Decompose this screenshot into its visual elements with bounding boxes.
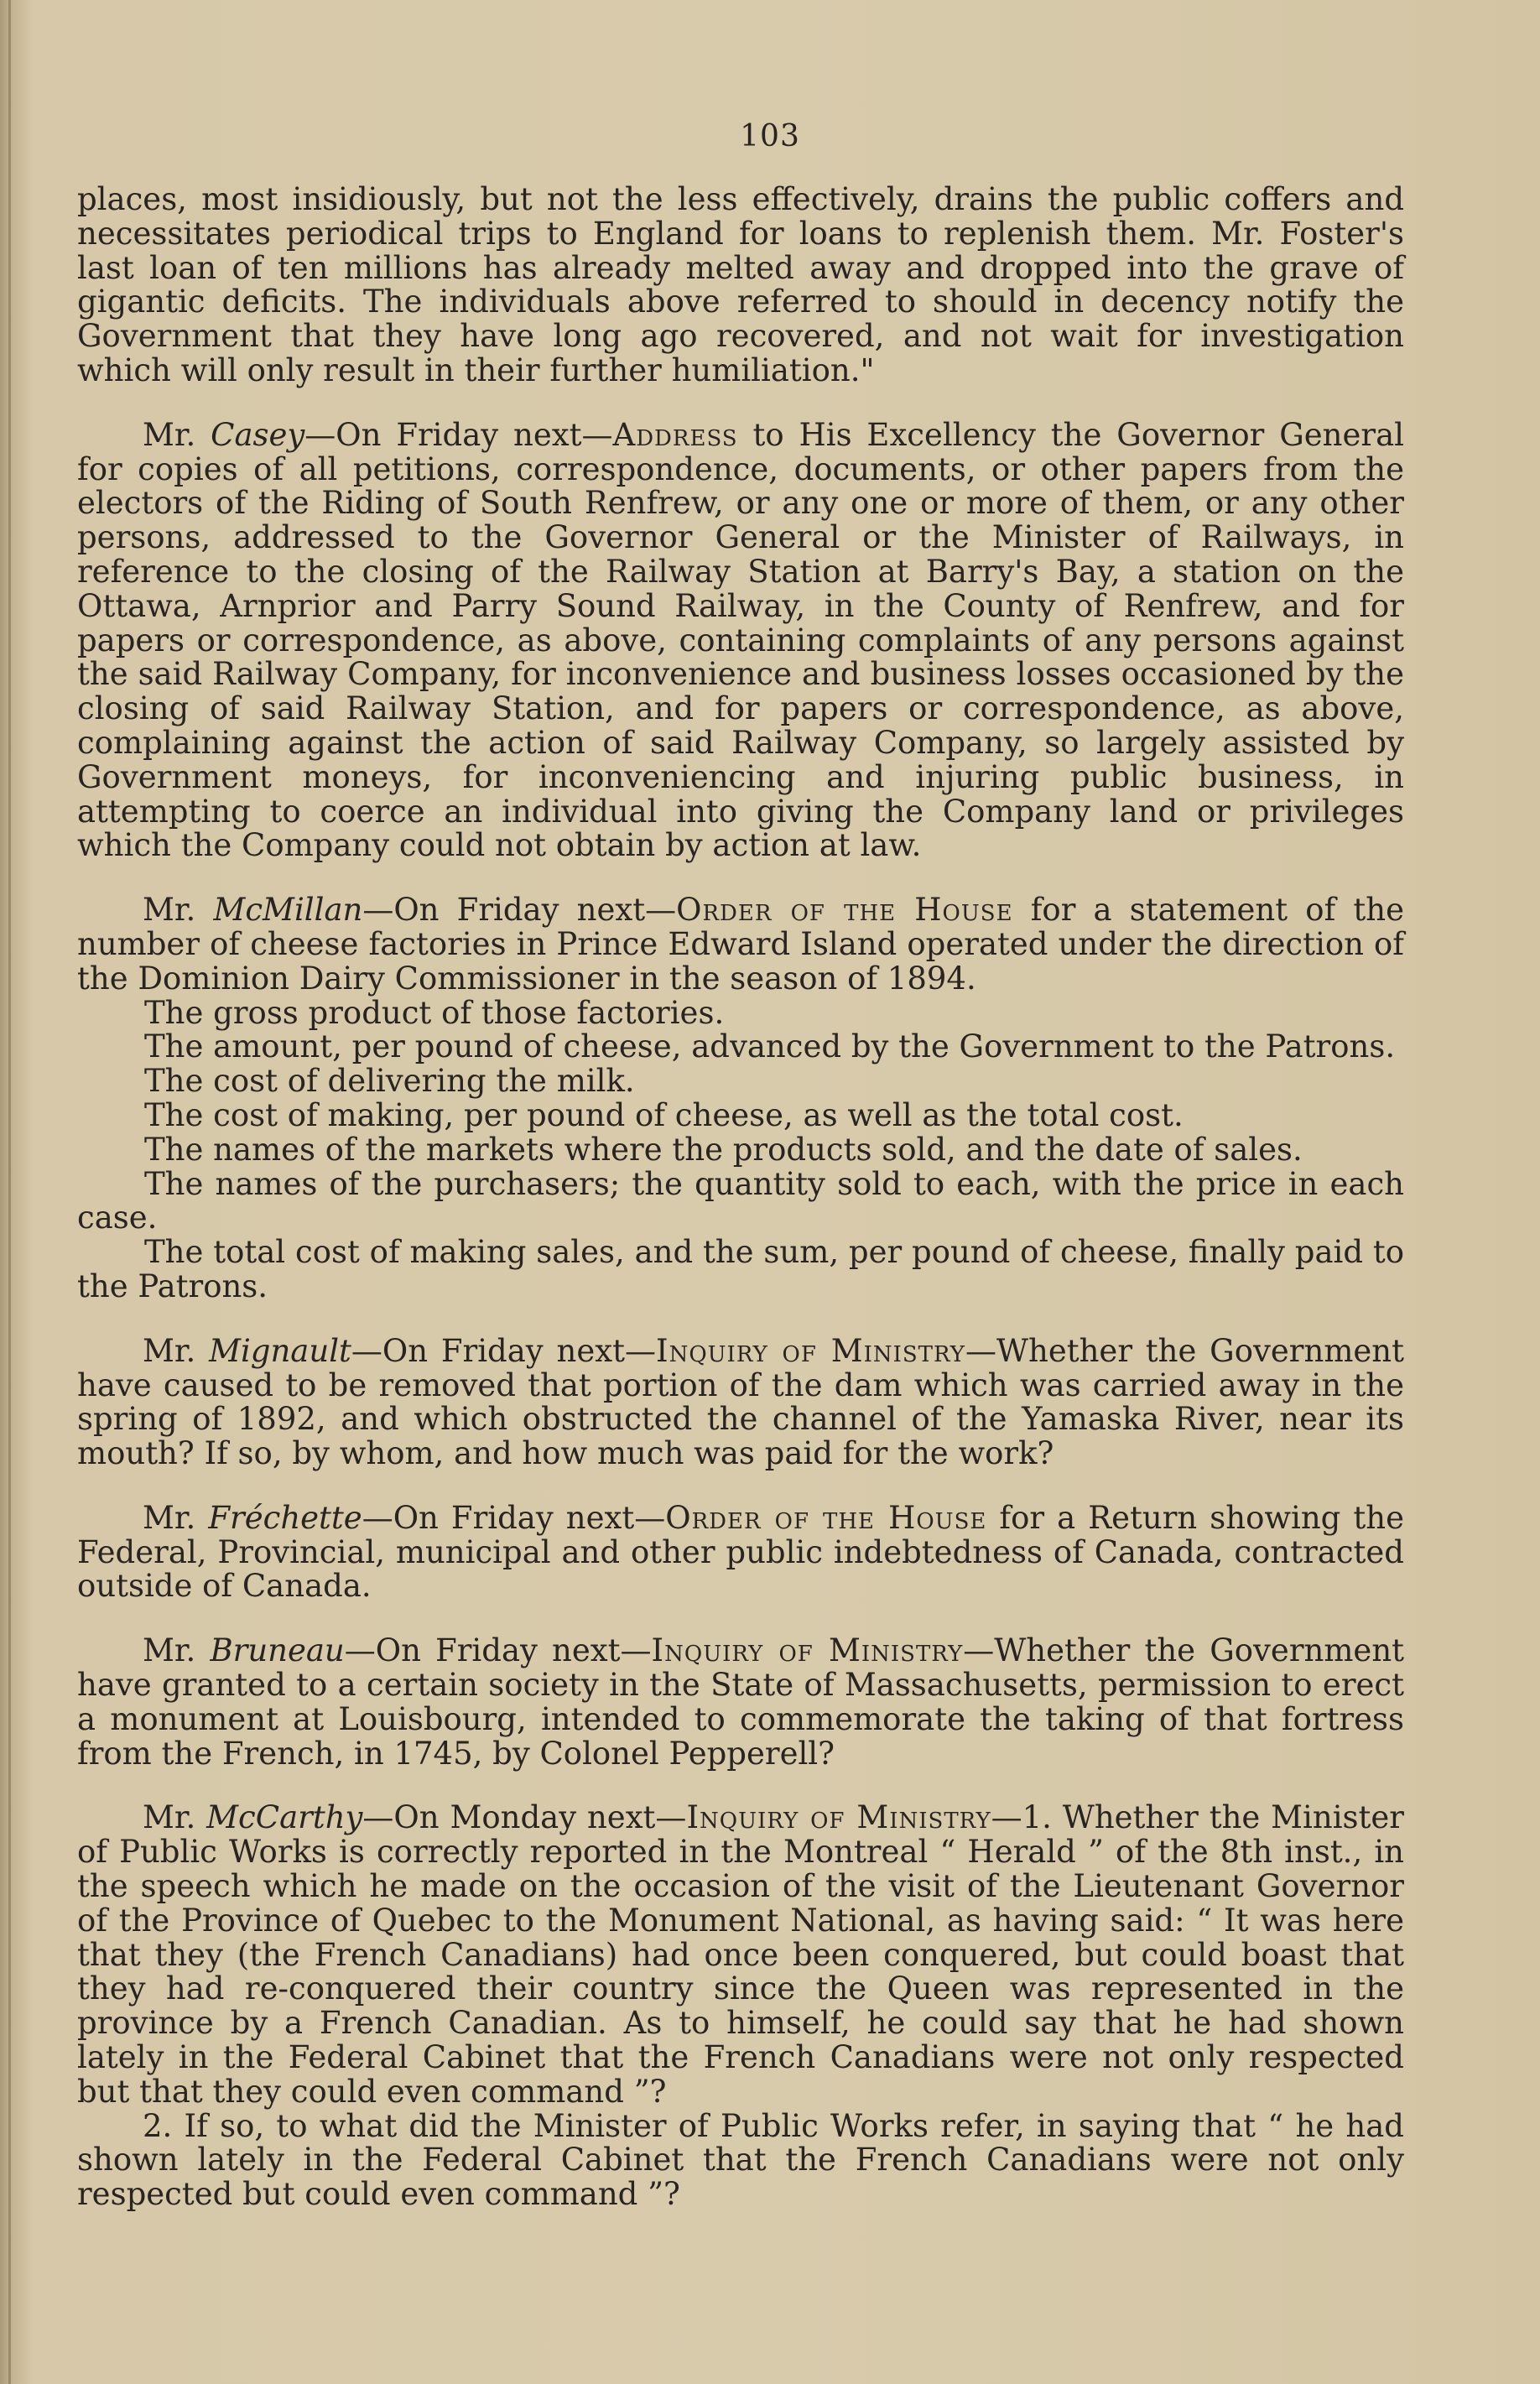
list-item: The cost of making, per pound of cheese, as well as the total cost. bbox=[144, 1096, 1184, 1133]
motion-frechette: Mr. Fréchette—On Friday next—Order of the House for a Return showing the Federal, Provincial, municipal and other public indebtedness of Canada, contracted outside of Canada. bbox=[77, 1499, 1405, 1605]
list-item: The total cost of making sales, and the sum, per pound of cheese, finally paid to the Patrons. bbox=[77, 1234, 1404, 1304]
member-name: Casey bbox=[211, 416, 305, 453]
binding-edge bbox=[8, 0, 11, 2384]
motion-type: Address bbox=[612, 416, 738, 453]
body-text bbox=[77, 183, 1404, 2242]
motion-mignault: Mr. Mignault—On Friday next—Inquiry of Ministry—Whether the Government have caused to be removed that portion of the dam which was carried away in the spring of 1892, and which obstructed the channel of the Yamaska River, near its mouth? If so, by whom, and how much was paid for the work? bbox=[77, 1332, 1405, 1472]
member-name: Mignault bbox=[209, 1332, 351, 1369]
motion-casey: Mr. Casey—On Friday next—Address to His Excellency the Governor General for copies of all petitions, correspondence, documents, or other papers from the electors of the Riding of South Renfrew, or any one or more of them, or any other persons, addressed to the Governor General or the Minister of Railways, in reference to the closing of the Railway Station at Barry's Bay, a station on the Ottawa, Arnprior and Parry Sound Railway, in the County of Renfrew, and for papers or correspondence, as above, containing complaints of any persons against the said Railway Company, for inconvenience and business losses occasioned by the closing of said Railway Station, and for papers or correspondence, as above, complaining against the action of said Railway Company, so largely assisted by Government moneys, for inconveniencing and injuring public business, in attempting to coerce an individual into giving the Company land or privileges which the Company could not obtain by action at law. bbox=[77, 416, 1404, 864]
list-item: The names of the purchasers; the quantity sold to each, with the price in each case. bbox=[77, 1165, 1404, 1236]
continued-paragraph: places, most insidiously, but not the less effectively, drains the public coffers and necessitates periodical trips to England for loans to replenish them. Mr. Foster's last loan of ten millions has already melted away and dropped into the grave of gigantic deficits. The individuals above referred to should in decency notify the Government that they have long ago recovered, and not wait for investigation which will only result in their further humiliation." bbox=[77, 181, 1404, 388]
motion-type: Order of the House bbox=[676, 892, 1013, 929]
motion-bruneau: Mr. Bruneau—On Friday next—Inquiry of Ministry—Whether the Government have granted to a certain society in the State of Massachusetts, permission to erect a monument at Louisbourg, intended to commemorate the taking of that fortress from the French, in 1745, by Colonel Pepperell? bbox=[77, 1632, 1405, 1772]
list-item: The amount, per pound of cheese, advanced by the Government to the Patrons. bbox=[144, 1028, 1396, 1065]
mcmillan-items bbox=[77, 994, 1404, 1304]
list-item: The names of the markets where the products sold, and the date of sales. bbox=[144, 1131, 1303, 1168]
motion-mccarthy: Mr. McCarthy—On Monday next—Inquiry of Ministry—1. Whether the Minister of Public Works is correctly reported in the Montreal “ Herald ” of the 8th inst., in the speech which he made on the occasion of the visit of the Lieutenant Governor of the Province of Quebec to the Monument National, as having said: “ It was here that they (the French Canadians) had once been conquered, but could boast that they had re-conquered their country since the Queen was represented in the province by a French Canadian. As to himself, he could say that he had shown lately in the Federal Cabinet that the French Canadians were not only respected but that they could even command ”? bbox=[77, 1799, 1404, 2110]
mccarthy-item-2: 2. If so, to what did the Minister of Public Works refer, in saying that “ he had shown lately in the Federal Cabinet that the French Canadians were not only respected but could even command ”? bbox=[77, 2107, 1404, 2213]
member-name: McCarthy bbox=[206, 1799, 363, 1836]
member-name: Fréchette bbox=[208, 1499, 362, 1536]
list-item: The gross product of those factories. bbox=[144, 994, 725, 1031]
motion-type: Inquiry of Ministry bbox=[655, 1332, 965, 1369]
member-name: Bruneau bbox=[210, 1632, 345, 1669]
member-name: McMillan bbox=[213, 892, 363, 929]
page-number: 103 bbox=[740, 119, 800, 154]
motion-mcmillan: Mr. McMillan—On Friday next—Order of the House for a statement of the number of cheese factories in Prince Edward Island operated under the direction of the Dominion Dairy Commissioner in the season of 1894. bbox=[77, 892, 1405, 997]
motion-type: Inquiry of Ministry bbox=[651, 1632, 964, 1669]
list-item: The cost of delivering the milk. bbox=[144, 1063, 635, 1100]
motion-type: Order of the House bbox=[665, 1499, 987, 1536]
motion-type: Inquiry of Ministry bbox=[686, 1799, 991, 1836]
